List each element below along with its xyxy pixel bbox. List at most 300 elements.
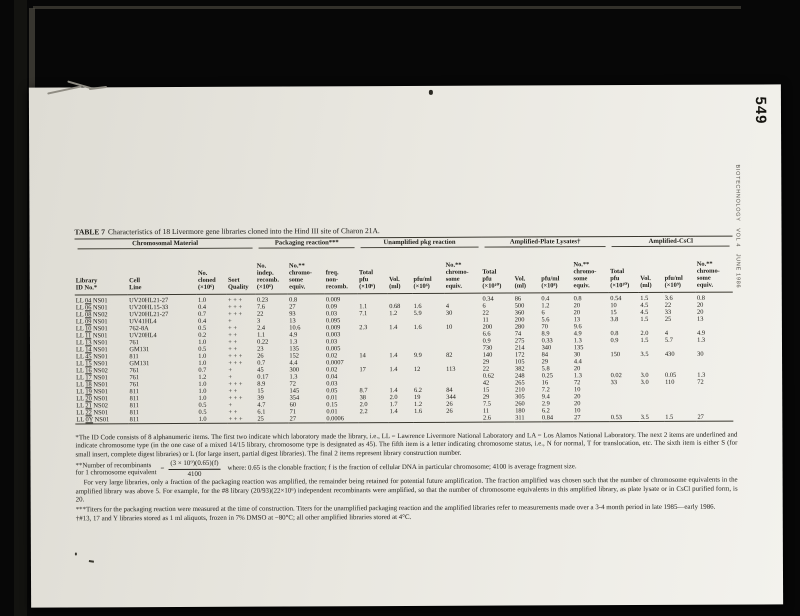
table-cell: 0.5 [198, 409, 207, 417]
column-group-header: Packaging reaction*** [256, 238, 358, 249]
table-cell: 2.9 [541, 400, 550, 408]
table-cell: + + + [228, 394, 243, 403]
table-cell: 42 [482, 379, 490, 387]
table-cell: 0.009 [325, 295, 341, 303]
table-cell: 0.4 [198, 303, 207, 311]
table-cell: 761 [129, 339, 139, 347]
table-cell: 15 [482, 386, 490, 394]
table-cell: 45 [257, 366, 264, 374]
table-cell: 1.0 [198, 395, 207, 403]
table-cell: 25 [257, 416, 264, 424]
table-cell [445, 415, 482, 423]
column-header: No.** chromo- some equiv. [288, 248, 325, 293]
table-cell: 1.6 [413, 323, 422, 331]
table-cell: 13 [289, 317, 296, 325]
table-cell: 382 [514, 365, 525, 373]
column-header: Total pfu (×10¹⁰) [609, 247, 639, 292]
table-cell: 4.4 [289, 359, 298, 367]
table-cell: 27 [289, 415, 297, 423]
table-cell: 33 [610, 379, 618, 387]
column-header: Total pfu (×10¹⁰) [481, 248, 513, 293]
table-cell: + + + [228, 416, 243, 424]
table-cell: 811 [129, 395, 139, 403]
column-header: pfu/ml (×10⁸) [540, 247, 572, 292]
table-cell: 354 [289, 394, 300, 402]
library-id-cell: LL 22 NS01 [76, 409, 109, 417]
table-cell: 0.2 [198, 331, 207, 339]
formula-label-line2: for 1 chromosome equivalent [75, 469, 157, 477]
table-cell: 22 [482, 309, 489, 317]
table-cell: 16 [541, 379, 549, 387]
table-cell: + [228, 402, 233, 410]
table-cell: 71 [289, 408, 297, 416]
table-cell: 1.5 [640, 336, 649, 344]
table-cell: 0.05 [665, 371, 677, 380]
table-cell: 9.6 [573, 323, 582, 331]
table-cell: 0.5 [198, 402, 207, 410]
table-cell: 29 [482, 393, 490, 401]
table-cell: 10 [610, 301, 617, 309]
table-cell: 2.0 [389, 394, 398, 402]
table-cell [358, 293, 388, 303]
table-cell: 344 [446, 394, 456, 402]
table-cell: 72 [697, 378, 704, 386]
table-cell: 265 [515, 379, 525, 387]
column-header: Sort Quality [227, 249, 256, 294]
table-cell: 26 [446, 408, 453, 416]
table-cell: 29 [541, 358, 549, 366]
table-cell: 86 [514, 295, 522, 303]
table-cell: 140 [482, 351, 493, 359]
library-id-cell: LL 19 NS01 [76, 388, 108, 396]
table-cell: 84 [541, 351, 549, 359]
table-cell: + + [228, 324, 237, 332]
formula-fraction [168, 460, 220, 478]
library-id-cell: LL 15 NS01 [76, 360, 108, 368]
table-cell: 2.4 [257, 324, 266, 332]
page-number: 549 [751, 96, 770, 125]
table-cell: 1.1 [257, 331, 266, 339]
table-cell: 1.5 [640, 315, 649, 323]
scanner-edge [14, 0, 27, 616]
table-cell [359, 415, 389, 423]
table-cell: 1.7 [389, 401, 398, 409]
table-cell: 4 [664, 329, 669, 337]
table-cell: 135 [573, 344, 584, 352]
table-cell [413, 293, 445, 303]
table-cell: 0.0007 [326, 359, 344, 367]
table-cell: 1.5 [665, 414, 674, 422]
table-cell: 210 [515, 386, 525, 394]
table-cell: 20 [573, 308, 581, 316]
formula-label [76, 462, 157, 478]
table-cell [389, 415, 413, 423]
table-cell: UV20HL21-27 [129, 310, 169, 318]
table-cell: 30 [445, 309, 453, 317]
table-cell: 360 [514, 309, 525, 317]
table-cell: 0.03 [325, 310, 338, 318]
table-cell: 13 [697, 315, 704, 323]
table-cell: + + + [228, 296, 243, 304]
table-cell: 3.5 [640, 350, 649, 358]
table-cell: 0.4 [198, 317, 207, 325]
table-cell: 22 [482, 365, 490, 373]
library-id-cell: LL 18 NS01 [76, 381, 108, 389]
table-cell: 0.33 [541, 337, 553, 345]
page-top-edge [33, 6, 741, 9]
table-cell: + + + [228, 310, 243, 318]
table-cell: 7.2 [541, 386, 550, 394]
table-cell: 29 [482, 358, 490, 366]
table-row [75, 414, 733, 424]
table-cell: 0.05 [326, 387, 338, 395]
table-cell: 0.02 [326, 366, 338, 374]
table-cell: 248 [515, 372, 525, 380]
table-cell: 1.1 [359, 302, 368, 310]
table-cell: 8.7 [359, 387, 368, 395]
table-cell: 1.2 [389, 309, 398, 317]
table-cell: 1.2 [198, 374, 207, 382]
table-cell: 3.6 [664, 294, 673, 302]
table-cell: 5.7 [664, 336, 673, 344]
table-caption-text: Characteristics of 18 Livermore gene libraries cloned into the Hind III site of Charon 21A. [107, 226, 380, 237]
table-cell: 7.5 [482, 400, 491, 408]
table-cell: 27 [697, 414, 704, 422]
column-group-header: Amplified-CsCl [609, 236, 733, 247]
table-cell: 0.15 [326, 401, 338, 409]
table-cell: 0.22 [257, 338, 269, 346]
table-cell: 811 [129, 402, 139, 410]
table-cell: 0.8 [573, 294, 582, 302]
table-cell: 0.5 [198, 345, 207, 353]
table-cell: 82 [446, 351, 453, 359]
library-id-cell: LL 14 NS01 [75, 346, 108, 354]
table-cell: 280 [514, 323, 525, 331]
table-cell: 25 [664, 315, 672, 323]
column-header: freq. non- recomb. [325, 248, 359, 293]
table-cell: 13 [573, 316, 581, 324]
column-header: Total pfu (×10⁶) [358, 248, 388, 293]
table-cell: 1.4 [389, 366, 398, 374]
table-cell: + + [228, 409, 238, 417]
table-cell: 0.7 [198, 310, 207, 318]
table-cell: 0.34 [482, 295, 494, 303]
table-cell: 0.8 [696, 294, 705, 302]
table-cell: 761 [129, 367, 140, 375]
library-id-cell: LL 08 NS02 [75, 311, 108, 319]
table-cell: 110 [665, 379, 675, 387]
table-cell: 1.0 [198, 381, 207, 389]
table-cell: 3.0 [640, 379, 649, 387]
table-cell: 6.2 [413, 387, 423, 395]
table-cell: 0.68 [389, 302, 401, 310]
column-header: pfu/ml (×10⁶) [412, 248, 444, 293]
table-cell: 1.0 [198, 388, 207, 396]
table-cell: 300 [289, 366, 300, 374]
table-cell: 5.8 [541, 365, 550, 373]
library-id-cell: LL 04 NS01 [75, 296, 108, 305]
table-cell: 7.6 [256, 303, 265, 311]
column-header: Vol. (ml) [388, 248, 413, 293]
library-id-cell: LL 17 NS01 [76, 374, 108, 382]
library-id-cell: LL 09 NS01 [75, 318, 108, 326]
table-cell: 430 [664, 350, 675, 358]
table-cell: + + [228, 387, 238, 396]
table-cell: 4.7 [257, 401, 266, 409]
table-cell: 3.5 [640, 414, 649, 422]
table-cell: 2.3 [359, 323, 368, 332]
table-cell: 15 [257, 387, 264, 395]
table-cell: 152 [289, 352, 300, 360]
table-cell [413, 415, 445, 423]
table-cell: 8.9 [541, 330, 550, 338]
table-cell: 72 [289, 380, 296, 388]
table-cell: 762-8A [129, 324, 149, 333]
table-cell: 11 [482, 316, 489, 324]
footnote-large-libraries: For very large libraries, only a fraction of the packaging reaction was amplified, the remainder being retained for potential future amplification. The fraction amplified was chosen such that the number of chromosome equivalents in the amplified library was above 5. For example, for the #8 library (20/93)(22×10⁶) independent recombinants were amplified, so that the number of chromosome equivalents in this amplified library, as plate lysate or in CsCl purified form, is 20. [75, 476, 738, 504]
table-cell: 0.9 [482, 337, 491, 345]
table-cell: 9.4 [541, 393, 550, 401]
table-cell: 19 [414, 394, 421, 402]
table-cell: 0.17 [257, 373, 269, 381]
library-id-cell: LL 13 NS01 [75, 339, 108, 347]
footnote-storage: †#13, 17 and Y libraries stored as 1 ml aliquots, frozen in 7% DMSO at −80°C; all other amplified libraries stored at 4°C. [75, 514, 412, 523]
table-cell: 23 [257, 345, 264, 353]
table-cell: 0.23 [256, 296, 269, 304]
column-group-header: Amplified-Plate Lysates† [481, 237, 609, 248]
table-cell: 305 [515, 393, 525, 401]
table-cell: 72 [573, 379, 581, 387]
table-cell: 0.8 [610, 329, 619, 337]
table-cell: 1.5 [640, 294, 649, 302]
table-cell: 20 [696, 308, 704, 316]
table-cell: 30 [697, 350, 704, 358]
table-cell: 1.0 [198, 338, 207, 346]
table-cell: 2.0 [640, 329, 649, 337]
formula-denominator: 4100 [187, 470, 202, 478]
formula-numerator: (3 × 10⁹)(0.65)(f) [168, 460, 220, 470]
table-cell: 0.9 [610, 336, 619, 345]
table-cell: 0.84 [541, 414, 554, 422]
table-cell: 14 [359, 352, 366, 360]
table-cell: 0.62 [482, 372, 495, 380]
table-cell: 1.3 [573, 372, 582, 380]
table-cell: 22 [256, 310, 264, 318]
table-cell: 761 [129, 381, 140, 389]
table-cell: 180 [515, 407, 525, 415]
library-id-cell: LL 06 NS01 [75, 303, 108, 312]
library-table [75, 236, 734, 425]
table-cell: 4.9 [289, 331, 298, 339]
table-cell: 0.04 [326, 373, 338, 381]
table-cell: + + + [228, 352, 243, 360]
table-cell: 214 [514, 344, 525, 352]
table-cell: 4.5 [640, 301, 649, 309]
table-cell: 730 [482, 344, 493, 352]
table-cell: 84 [446, 387, 453, 395]
table-cell: 4.9 [573, 330, 582, 338]
footnote-recombinants-formula [75, 458, 737, 479]
table-cell: 4.4 [573, 358, 582, 366]
table-cell: + [228, 366, 232, 374]
table-cell: 6.6 [482, 330, 491, 338]
table-cell: 3.0 [640, 372, 649, 380]
table-cell: 27 [574, 414, 581, 422]
table-cell: 200 [482, 323, 493, 331]
table-cell: 3.8 [610, 315, 619, 323]
table-cell: 22 [664, 301, 672, 309]
table-cell: 1.2 [541, 302, 550, 310]
table-cell: 10 [445, 323, 453, 331]
table-cell: 0.25 [541, 372, 553, 380]
table-cell: + + + [228, 380, 243, 388]
column-header: No.** chromo- some equiv. [445, 248, 482, 293]
table-cell: 811 [129, 353, 139, 361]
table-cell: 10 [574, 407, 581, 415]
table-cell: 0.53 [610, 414, 623, 422]
table-cell: 260 [515, 400, 525, 408]
table-cell: 2.6 [482, 415, 492, 423]
table-cell: 0.5 [198, 324, 207, 332]
table-cell: 30 [573, 351, 581, 359]
footnote-id-code: *The ID Code consists of 8 alphanumeric items. The first two indicate which laboratory made the library, i.e., LL = Lawrence Livermore National Laboratory and LA = Los Alamos National Laboratory. The next 2 items are underlined and indicate chromosome type (in the one case of a mixed 14/15 library, chromosome type is designated as 45). The fifth item is a letter indicating chromosome status, i.e., N for normal, T for translocation, etc. The sixth item is either S (for small insert, complete digest libraries) or L (for large insert, partial digest libraries). The final 2 items represent library construction number. [75, 431, 738, 459]
table-cell: 0.003 [325, 331, 341, 339]
table-cell: 20 [573, 301, 581, 309]
formula-label-line1: **Number of recombinants [75, 461, 152, 470]
library-id-cell: LL 11 NS01 [75, 332, 108, 340]
table-cell: 0.009 [325, 324, 341, 332]
table-cell: 38 [359, 394, 366, 402]
table-cell: 0.0006 [326, 415, 344, 423]
table-cell: 1.3 [697, 371, 706, 379]
table-cell: 20 [573, 365, 581, 373]
table-cell: + + [228, 338, 238, 346]
table-cell: 5.9 [413, 309, 422, 317]
table-cell: 6.1 [257, 408, 266, 417]
table-cell: 1.3 [697, 336, 706, 344]
table-cell: 1.2 [414, 401, 423, 409]
column-header: No.** chromo- some equiv. [572, 247, 609, 292]
table-cell: 8.9 [257, 380, 266, 388]
table-cell: 93 [289, 310, 296, 318]
table-cell: 1.0 [198, 296, 207, 304]
table-caption-label: TABLE 7 [74, 227, 106, 237]
formula-where-clause: where: 0.65 is the clonable fraction; f is the fraction of cellular DNA in particular chromosome; 4100 is average fragment size. [227, 463, 577, 472]
table-cell: + + + [228, 359, 243, 367]
table-cell: 0.02 [610, 372, 622, 380]
ink-speck [75, 552, 77, 555]
table-cell: + [228, 317, 232, 325]
table-cell: 1.4 [389, 387, 398, 395]
table-cell: 10 [573, 386, 581, 394]
table-cell: 0.8 [289, 296, 298, 304]
column-header: Cell Line [128, 249, 197, 294]
footnote-titers: ***Titers for the packaging reaction were measured at the time of construction. Titers for the unamplified packaging reaction and the amplified libraries refer to measurements made over a 3-4 month period in late 1985—early 1986. [75, 503, 716, 514]
library-id-cell: LL 0Y NS01 [76, 416, 110, 424]
table-cell: 1.6 [414, 408, 423, 416]
table-cell: 0.02 [326, 352, 338, 360]
table-cell: 74 [514, 330, 522, 338]
table-cell: 113 [446, 365, 456, 373]
table-cell: 340 [541, 344, 552, 352]
table-cell: + + [228, 331, 238, 339]
table-cell: 150 [610, 351, 621, 359]
table-cell: 20 [696, 301, 704, 309]
table-cell: 60 [289, 401, 297, 409]
table-cell: 0.03 [325, 338, 338, 346]
table-body [75, 292, 734, 425]
table-cell: 1.0 [198, 352, 207, 360]
table-cell: UV20HL21-27 [129, 296, 169, 304]
library-id-cell: LL 16 NS02 [76, 367, 108, 375]
column-group-header: Unamplified pkg reaction [358, 237, 481, 248]
table-caption [74, 225, 734, 237]
table-cell: 0.03 [326, 380, 338, 388]
column-group-header: Chromosomal Material [75, 238, 256, 249]
table-cell: 2.2 [359, 408, 368, 416]
table-head [75, 236, 733, 294]
table-cell: 0.7 [257, 359, 266, 367]
journal-page [29, 84, 783, 607]
table-cell: 105 [514, 358, 525, 366]
table-cell: 17 [359, 366, 366, 374]
table-cell: 1.6 [413, 302, 422, 310]
table-cell: 4.5 [640, 308, 649, 316]
table-cell: 26 [257, 352, 264, 360]
table-cell: 0.005 [326, 345, 341, 353]
library-id-cell: LL 21 NS02 [76, 402, 109, 410]
table-cell: UV20HL4 [129, 331, 157, 340]
table-cell: + + + [228, 303, 243, 311]
library-id-cell: LL 10 NS01 [75, 325, 108, 333]
table-cell: 0.09 [325, 302, 338, 311]
table-cell: 20 [574, 393, 581, 401]
table-cell: 39 [257, 394, 264, 402]
column-header: No. indep. recomb. (×10⁶) [256, 249, 288, 294]
table-cell: 7.1 [359, 309, 368, 317]
table-cell: 11 [482, 408, 490, 416]
table-cell: 311 [515, 414, 525, 422]
column-header: Vol. (ml) [513, 247, 540, 292]
table-cell: 0.7 [198, 366, 207, 374]
table-cell: 0.4 [541, 294, 550, 303]
table-cell: 811 [129, 416, 140, 424]
table-cell: 1.4 [389, 323, 398, 331]
table-cell: 12 [413, 366, 421, 374]
library-id-cell: LL 20 NS01 [76, 395, 108, 403]
table-cell: 5.6 [541, 316, 550, 324]
footnotes-section [75, 432, 737, 525]
table-cell: 1.4 [389, 352, 398, 360]
table-cell: 500 [514, 302, 525, 310]
journal-sidebar-text: BIOTECHNOLOGY VOL 4 JUNE 1986 [734, 164, 741, 289]
column-header: Vol. (ml) [639, 247, 664, 292]
table-cell: 0.54 [610, 294, 622, 302]
table-cell: 811 [129, 409, 140, 417]
library-id-cell: LL 45 NS01 [76, 353, 108, 361]
table-cell: 1.4 [389, 408, 398, 416]
column-header: Library ID No.* [75, 249, 129, 294]
table-cell: + [228, 373, 233, 381]
table-cell: 26 [446, 401, 453, 409]
table-cell [445, 293, 482, 303]
table-cell: 1.3 [289, 338, 298, 346]
column-header-row [75, 247, 733, 295]
table-cell: 145 [289, 387, 300, 395]
table-cell: 761 [129, 374, 140, 382]
table-cell: GM131 [129, 360, 150, 368]
table-cell: 20 [574, 400, 581, 408]
